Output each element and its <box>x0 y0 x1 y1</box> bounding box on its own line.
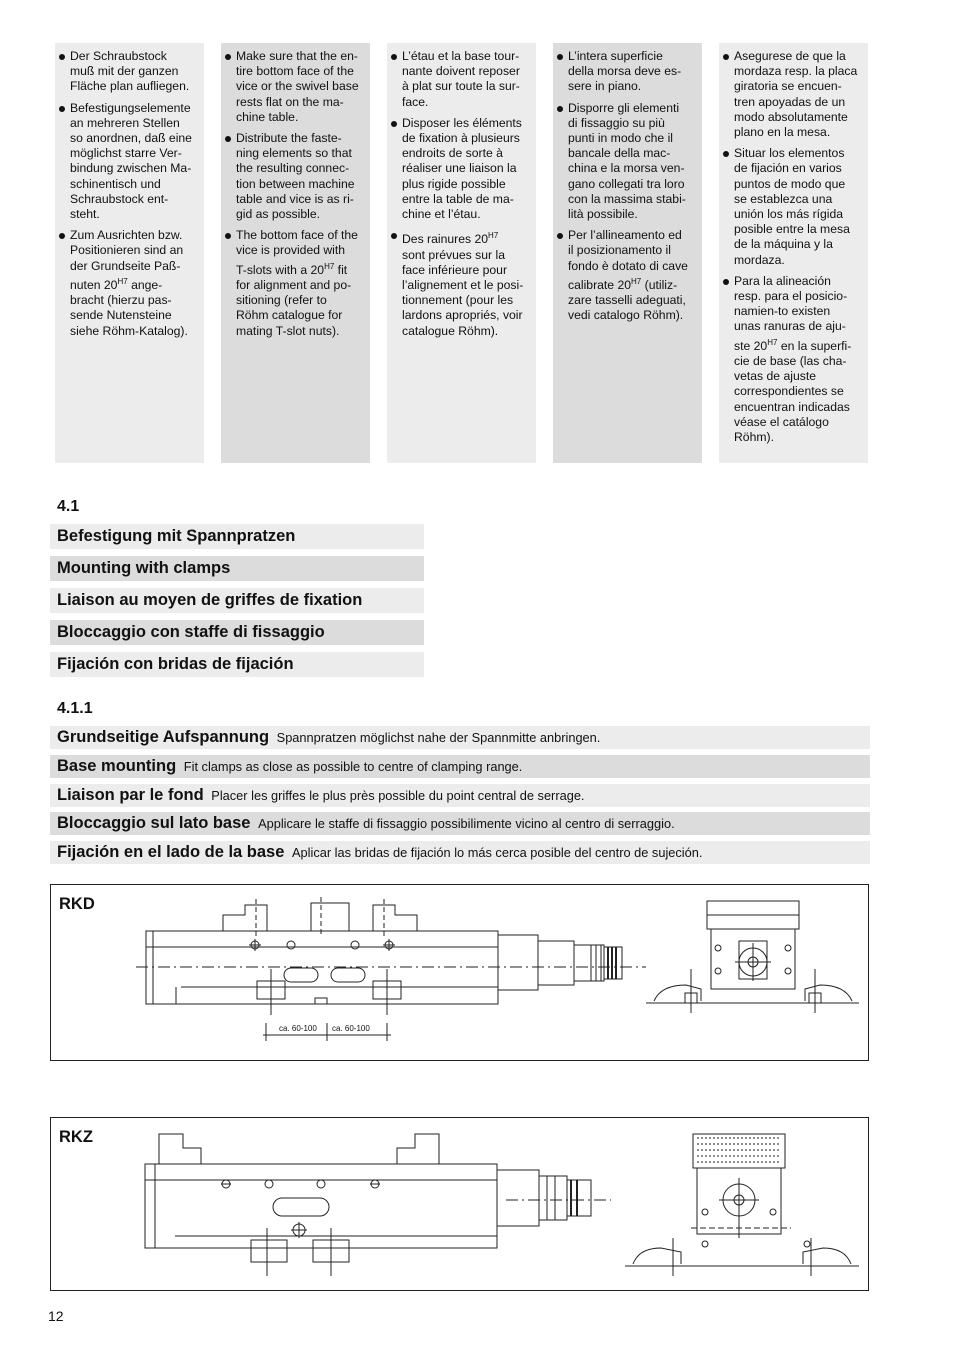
section-heading-it: Bloccaggio con staffe di fissaggio <box>50 620 424 645</box>
subsection-heading: Liaison par le fond <box>57 786 204 804</box>
column-en <box>221 43 370 463</box>
subsection-heading: Bloccaggio sul lato base <box>57 814 251 832</box>
bullet-item: L’intera superficie della morsa deve es- sere in piano. <box>557 49 698 95</box>
subsection-text: Placer les griffes le plus près possible du point central de serrage. <box>211 788 585 803</box>
dimension-label-left: ca. 60-100 <box>279 1024 317 1033</box>
section-heading-fr: Liaison au moyen de griffes de fixation <box>50 588 424 613</box>
subsection-row-en <box>50 755 870 778</box>
tolerance-superscript: H7 <box>767 337 778 347</box>
column-es <box>719 43 868 463</box>
bullet-item: Situar los elementos de fijación en varios puntos de modo que se establezca una unión los más rígida posible entre la mesa de la máquina y la mordaza. <box>723 146 864 268</box>
figure-rkd <box>50 884 869 1061</box>
subsection-heading: Grundseitige Aufspannung <box>57 728 270 746</box>
tolerance-superscript: H7 <box>324 261 335 271</box>
figure-label-rkd: RKD <box>59 895 95 913</box>
subsection-row-fr <box>50 784 870 807</box>
bullet-item: Asegurese de que la mordaza resp. la placa giratoria se encuen- tren apoyadas de un modo absolutamente plano en la mesa. <box>723 49 864 140</box>
bullet-item: Distribute the faste- ning elements so that the resulting connec- tion between machine table and vice is as ri- gid as possible. <box>225 131 366 222</box>
bullet-item: Zum Ausrichten bzw. Positionieren sind an der Grundseite Paß- nuten $20^{H7}$ ange- bracht (hierzu pas- sende Nutensteine siehe Röhm-Katalog). <box>59 228 200 338</box>
subsection-text: Aplicar las bridas de fijación lo más cerca posible del centro de sujeción. <box>292 845 703 860</box>
bullet-item: Befestigungselemente an mehreren Stellen so anordnen, daß eine möglichst starre Ver- bindung zwischen Ma- schinentisch und Schraubstock ent- steht. <box>59 101 200 223</box>
subsection-text: Applicare le staffe di fissaggio possibilimente vicino al centro di serraggio. <box>258 816 675 831</box>
subsection-row-es <box>50 841 870 864</box>
bullet-list-en <box>225 49 366 339</box>
section-number: 4.1 <box>57 498 80 515</box>
figure-rkz <box>50 1117 869 1291</box>
bullet-item: Disporre gli elementi di fissaggio su più punti in modo che il bancale della mac- china e la morsa ven- gano collegati tra loro con la massima stabi- lità possibile. <box>557 101 698 223</box>
figure-label-rkz: RKZ <box>59 1128 93 1146</box>
page-number: 12 <box>48 1308 64 1324</box>
bullet-list-de <box>59 49 200 339</box>
subsection-heading: Base mounting <box>57 757 177 775</box>
tolerance-superscript: H7 <box>631 276 642 286</box>
bullet-item: The bottom face of the vice is provided with T-slots with a $20^{H7}$ fit for alignment and po- sitioning (refer to Röhm catalogue for mating T-slot nuts). <box>225 228 366 338</box>
subsection-text: Spannpratzen möglichst nahe der Spannmitte anbringen. <box>276 730 601 745</box>
bullet-item: Make sure that the en- tire bottom face of the vice or the swivel base rests flat on the ma- chine table. <box>225 49 366 125</box>
bullet-list-fr <box>391 49 532 339</box>
subsection-row-it <box>50 812 870 835</box>
bullet-item: Des rainures $20^{H7}$ sont prévues sur la face inférieure pour l’alignement et le posi- tionnement (pour les lardons apropriés, voir catalogue Röhm). <box>391 228 532 338</box>
section-heading-de: Befestigung mit Spannpratzen <box>50 524 424 549</box>
column-fr <box>387 43 536 463</box>
subsection-text: Fit clamps as close as possible to centre of clamping range. <box>183 759 523 774</box>
bullet-item: L’étau et la base tour- nante doivent reposer à plat sur toute la sur- face. <box>391 49 532 110</box>
subsection-number: 4.1.1 <box>57 700 93 717</box>
subsection-row-de <box>50 726 870 749</box>
bullet-list-es <box>723 49 864 445</box>
subsection-heading: Fijación en el lado de la base <box>57 843 285 861</box>
rkz-drawing <box>51 1118 870 1292</box>
section-heading-en: Mounting with clamps <box>50 556 424 581</box>
bullet-item: Per l’allineamento ed il posizionamento il fondo è dotato di cave calibrate $20^{H7}$ (utiliz- zare tasselli adeguati, vedi catalogo Röhm). <box>557 228 698 323</box>
bullet-item: Der Schraubstock muß mit der ganzen Fläche plan aufliegen. <box>59 49 200 95</box>
section-heading-es: Fijación con bridas de fijación <box>50 652 424 677</box>
bullet-item: Para la alineación resp. para el posicio- namien-to existen unas ranuras de aju- ste $20^{H7}$ en la superfi- cie de base (las cha- vetas de ajuste correspondientes se encuentran indicadas véase el catálogo Röhm). <box>723 274 864 445</box>
rkd-drawing <box>51 885 870 1062</box>
bullet-item: Disposer les éléments de fixation à plusieurs endroits de sorte à réaliser une liaison la plus rigide possible entre la table de ma- chine et l’étau. <box>391 116 532 222</box>
tolerance-superscript: H7 <box>488 231 499 241</box>
column-de <box>55 43 204 463</box>
tolerance-superscript: H7 <box>117 276 128 286</box>
column-it <box>553 43 702 463</box>
bullet-list-it <box>557 49 698 324</box>
dimension-label-right: ca. 60-100 <box>332 1024 370 1033</box>
